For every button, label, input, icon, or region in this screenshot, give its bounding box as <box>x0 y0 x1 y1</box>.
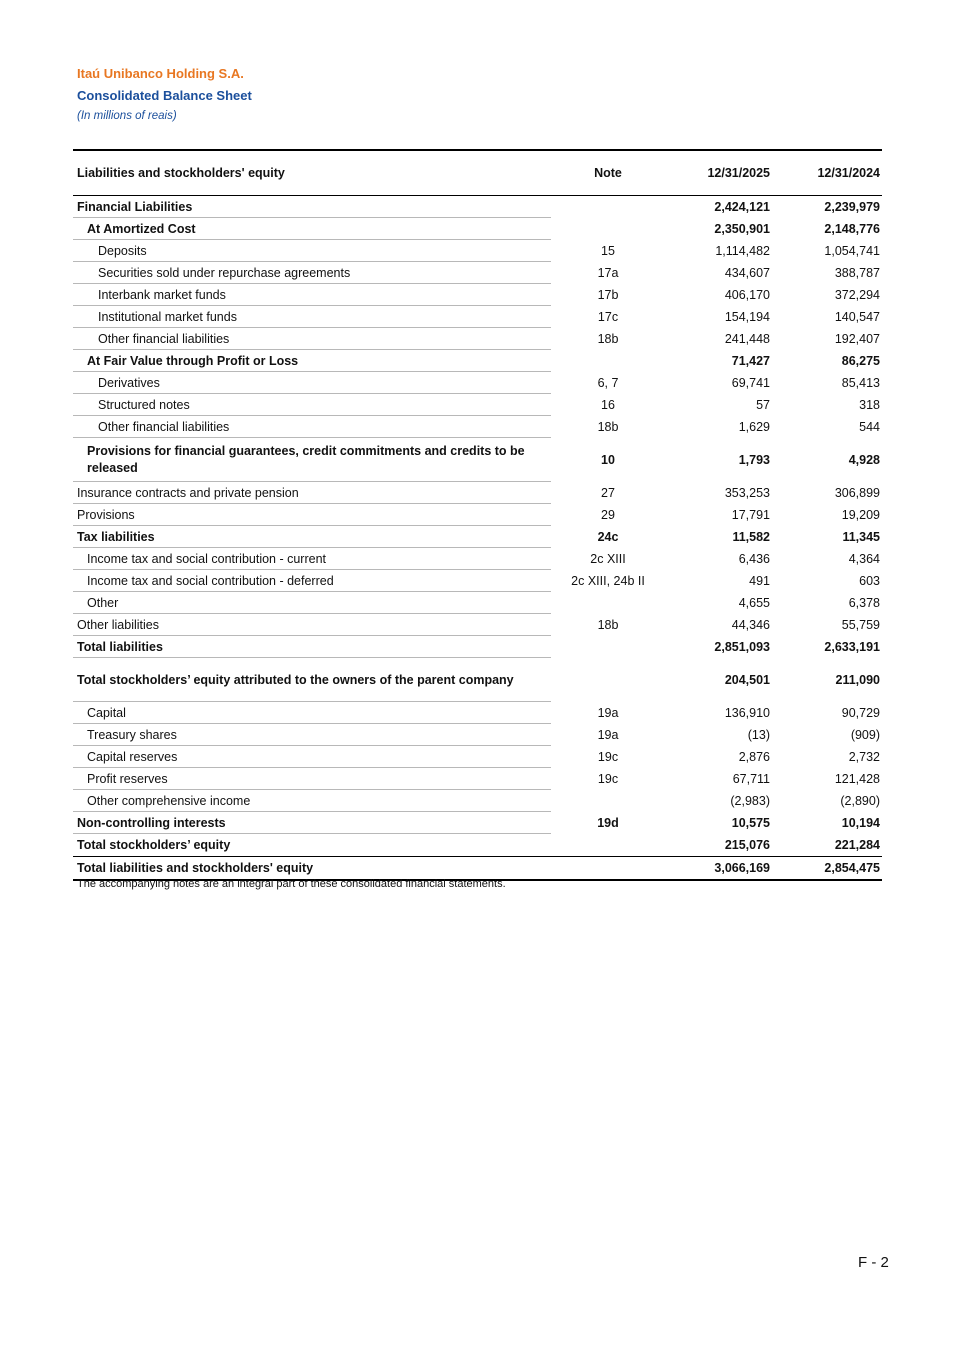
row-value-2024: 2,148,776 <box>824 222 880 236</box>
row-note: 24c <box>597 530 619 544</box>
row-label: Other financial liabilities <box>98 331 230 346</box>
row-label: Interbank market funds <box>98 287 226 302</box>
row-value-2024: 221,284 <box>834 838 880 852</box>
row-value-2024: 192,407 <box>834 332 880 346</box>
row-note: 17b <box>597 288 619 302</box>
column-header-2025: 12/31/2025 <box>707 166 770 180</box>
row-value-2025: 215,076 <box>724 838 770 852</box>
column-header-note: Note <box>594 166 622 180</box>
company-name: Itaú Unibanco Holding S.A. <box>77 66 244 81</box>
table-row <box>73 350 882 372</box>
row-label: Securities sold under repurchase agreements <box>98 265 351 280</box>
row-note: 19d <box>597 816 619 830</box>
row-note: 15 <box>601 244 615 258</box>
row-value-2025: 491 <box>749 574 770 588</box>
row-value-2025: 1,793 <box>738 453 770 467</box>
table-row <box>73 504 882 526</box>
row-value-2024: 86,275 <box>841 354 880 368</box>
row-note: 18b <box>597 618 619 632</box>
table-row <box>73 570 882 592</box>
row-label: Tax liabilities <box>77 529 155 544</box>
row-value-2024: 2,732 <box>848 750 880 764</box>
row-value-2024: 4,364 <box>848 552 880 566</box>
table-row <box>73 218 882 240</box>
row-note: 19c <box>597 750 619 764</box>
row-value-2024: 1,054,741 <box>824 244 880 258</box>
row-value-2025: 406,170 <box>724 288 770 302</box>
row-note: 17a <box>597 266 619 280</box>
row-value-2024: 388,787 <box>834 266 880 280</box>
table-row <box>73 812 882 834</box>
row-value-2025: 11,582 <box>732 530 770 544</box>
row-label: Capital reserves <box>87 749 178 764</box>
row-value-2025: 1,629 <box>738 420 770 434</box>
table-row <box>73 834 882 856</box>
row-value-2025: 434,607 <box>724 266 770 280</box>
row-note: 16 <box>601 398 615 412</box>
row-value-2024: 372,294 <box>834 288 880 302</box>
row-label: Total stockholders’ equity <box>77 837 231 852</box>
table-row <box>73 746 882 768</box>
row-value-2025: 69,741 <box>731 376 770 390</box>
row-value-2025: 57 <box>756 398 770 412</box>
row-note: 19a <box>597 706 619 720</box>
row-note: 27 <box>601 486 615 500</box>
row-value-2025: 2,876 <box>738 750 770 764</box>
row-value-2025: 4,655 <box>738 596 770 610</box>
row-value-2024: 2,239,979 <box>824 200 880 214</box>
row-value-2024: 19,209 <box>841 508 880 522</box>
row-note: 18b <box>597 332 619 346</box>
row-note: 18b <box>597 420 619 434</box>
table-row <box>73 196 882 218</box>
row-label: Other <box>87 595 119 610</box>
row-value-2025: (2,983) <box>730 794 770 808</box>
row-value-2025: 2,851,093 <box>714 640 770 654</box>
table-row <box>73 328 882 350</box>
table-row <box>73 548 882 570</box>
row-value-2025: 136,910 <box>724 706 770 720</box>
footnote: The accompanying notes are an integral part of these consolidated financial statements. <box>77 878 506 890</box>
row-value-2025: 44,346 <box>731 618 770 632</box>
row-label: Treasury shares <box>87 727 177 742</box>
table-row <box>73 306 882 328</box>
table-row <box>73 416 882 438</box>
table-row <box>73 372 882 394</box>
table-row <box>73 614 882 636</box>
table-row <box>73 658 882 702</box>
table-row <box>73 636 882 658</box>
row-note: 10 <box>601 453 615 467</box>
row-label: Non-controlling interests <box>77 815 226 830</box>
row-value-2024: 55,759 <box>841 618 880 632</box>
row-value-2025: 10,575 <box>731 816 770 830</box>
row-note: 6, 7 <box>597 376 619 390</box>
row-label: Profit reserves <box>87 771 168 786</box>
row-label: Financial Liabilities <box>77 199 193 214</box>
row-note: 19a <box>597 728 619 742</box>
row-value-2024: 85,413 <box>841 376 880 390</box>
balance-sheet-table <box>73 149 882 881</box>
row-value-2025: 353,253 <box>724 486 770 500</box>
row-note: 2c XIII, 24b II <box>571 574 645 588</box>
row-value-2024: 603 <box>859 574 880 588</box>
row-value-2024: (2,890) <box>840 794 880 808</box>
column-header-2024: 12/31/2024 <box>817 166 880 180</box>
row-value-2025: 3,066,169 <box>714 861 770 875</box>
page-number: F - 2 <box>858 1254 889 1271</box>
row-label: Total liabilities <box>77 639 163 654</box>
row-value-2025: 154,194 <box>724 310 770 324</box>
row-value-2025: 67,711 <box>732 772 770 786</box>
row-value-2025: (13) <box>747 728 770 742</box>
row-value-2024: (909) <box>850 728 880 742</box>
table-row <box>73 394 882 416</box>
row-note: 19c <box>597 772 619 786</box>
table-row <box>73 482 882 504</box>
row-label: Provisions <box>77 507 135 522</box>
row-value-2025: 2,350,901 <box>714 222 770 236</box>
row-value-2024: 10,194 <box>841 816 880 830</box>
row-label: Provisions for financial guarantees, credit commitments and credits to be released <box>87 444 525 475</box>
row-value-2024: 2,633,191 <box>824 640 880 654</box>
row-value-2024: 90,729 <box>841 706 880 720</box>
row-label: Total liabilities and stockholders' equity <box>77 860 314 875</box>
row-value-2024: 306,899 <box>834 486 880 500</box>
row-label: Income tax and social contribution - deferred <box>87 573 334 588</box>
statement-title: Consolidated Balance Sheet <box>77 88 252 103</box>
row-label: Capital <box>87 705 126 720</box>
row-label: Total stockholders’ equity attributed to the owners of the parent company <box>77 672 514 687</box>
row-label: At Fair Value through Profit or Loss <box>87 353 299 368</box>
row-label: Income tax and social contribution - current <box>87 551 327 566</box>
row-value-2024: 4,928 <box>848 453 880 467</box>
row-value-2025: 1,114,482 <box>715 244 770 258</box>
row-value-2025: 204,501 <box>724 673 770 687</box>
row-label: Other comprehensive income <box>87 793 251 808</box>
table-row <box>73 262 882 284</box>
table-row <box>73 240 882 262</box>
row-label: Insurance contracts and private pension <box>77 485 299 500</box>
row-note: 17c <box>597 310 619 324</box>
row-value-2024: 2,854,475 <box>824 861 880 875</box>
table-row <box>73 284 882 306</box>
row-note: 2c XIII <box>590 552 626 566</box>
row-label: Deposits <box>98 243 147 258</box>
row-value-2025: 17,791 <box>731 508 770 522</box>
table-header <box>73 149 882 196</box>
column-header-label: Liabilities and stockholders' equity <box>77 165 285 180</box>
row-value-2024: 544 <box>859 420 880 434</box>
table-row <box>73 768 882 790</box>
table-row <box>73 592 882 614</box>
table-row <box>73 724 882 746</box>
row-label: Structured notes <box>98 397 190 412</box>
row-value-2024: 11,345 <box>842 530 880 544</box>
unit-caption: (In millions of reais) <box>77 110 177 122</box>
row-value-2024: 121,428 <box>834 772 880 786</box>
table-row <box>73 790 882 812</box>
row-value-2025: 2,424,121 <box>714 200 770 214</box>
row-note: 29 <box>601 508 615 522</box>
table-row <box>73 526 882 548</box>
table-row <box>73 702 882 724</box>
row-value-2024: 318 <box>859 398 880 412</box>
row-label: At Amortized Cost <box>87 221 196 236</box>
table-row <box>73 438 882 482</box>
row-value-2025: 71,427 <box>731 354 770 368</box>
row-value-2025: 6,436 <box>738 552 770 566</box>
row-label: Institutional market funds <box>98 309 237 324</box>
row-value-2024: 211,090 <box>835 673 880 687</box>
row-label: Derivatives <box>98 375 160 390</box>
row-value-2024: 6,378 <box>848 596 880 610</box>
row-label: Other financial liabilities <box>98 419 230 434</box>
row-value-2025: 241,448 <box>724 332 770 346</box>
row-value-2024: 140,547 <box>834 310 880 324</box>
row-label: Other liabilities <box>77 617 159 632</box>
